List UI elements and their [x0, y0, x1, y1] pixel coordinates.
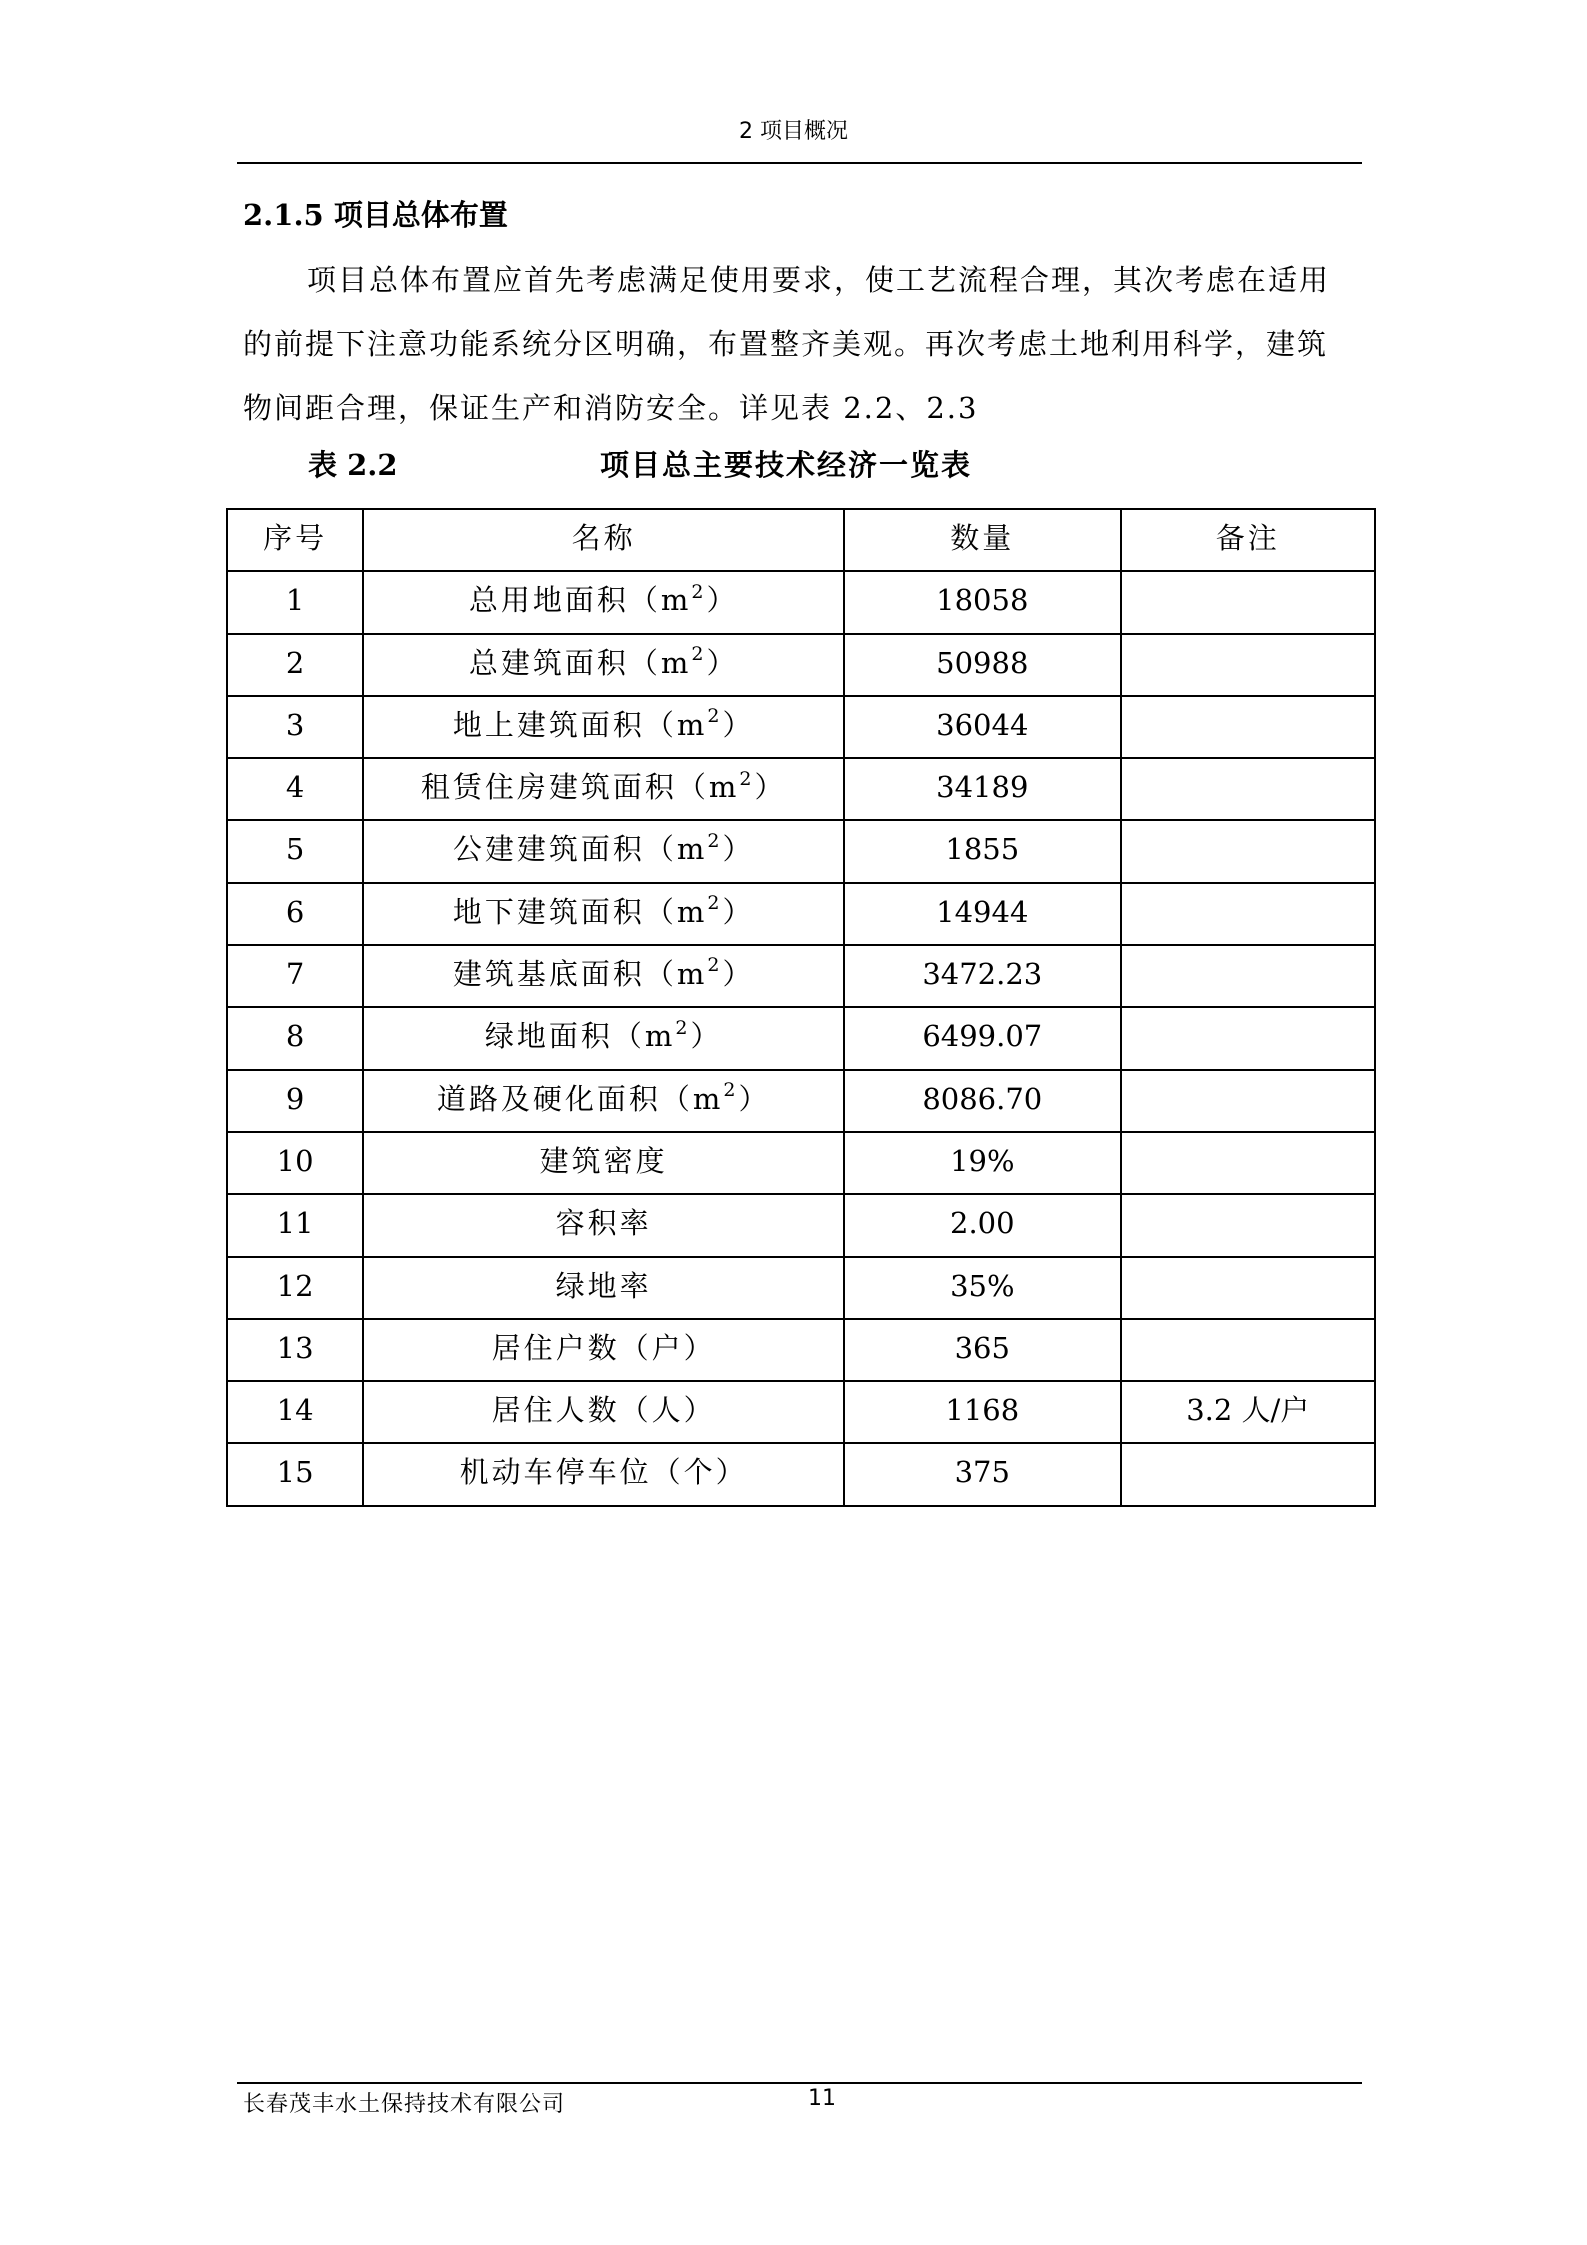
cell-no-text: 14: [276, 1393, 314, 1428]
cell-note: [1121, 883, 1375, 945]
cell-name-text: [556, 1195, 652, 1245]
cell-quantity: [844, 1132, 1120, 1194]
cell-quantity: [844, 1070, 1120, 1132]
cell-name: [363, 758, 844, 820]
cell-note: [1121, 1070, 1375, 1132]
cell-name: [363, 696, 844, 758]
cell-name-label: 居住户数（户）: [491, 1330, 716, 1365]
cell-name-text: [453, 946, 755, 996]
cell-quantity-text: 18058: [936, 583, 1029, 618]
cell-quantity: [844, 820, 1120, 882]
cell-quantity: [844, 1319, 1120, 1381]
cell-no-text: 6: [285, 894, 305, 929]
cell-name-close: ）: [690, 1019, 723, 1054]
cell-quantity: [844, 1381, 1120, 1443]
cell-name-label: 道路及硬化面积（m: [436, 1081, 724, 1116]
cell-name: [363, 634, 844, 696]
cell-no: [227, 1007, 363, 1069]
cell-quantity-text: 6499.07: [922, 1019, 1043, 1054]
cell-note: [1121, 1257, 1375, 1319]
cell-quantity-text: 375: [954, 1455, 1010, 1490]
cell-name: [363, 1070, 844, 1132]
cell-name-text: [421, 759, 787, 809]
cell-quantity-text: 19%: [950, 1143, 1015, 1178]
cell-name-label: 居住人数（人）: [491, 1393, 716, 1428]
table-row: [227, 634, 1375, 696]
cell-no-text: 8: [285, 1019, 305, 1054]
table-caption-title: 项目总主要技术经济一览表: [600, 448, 973, 482]
cell-no-text: 7: [285, 957, 305, 992]
cell-quantity-text: 34189: [936, 770, 1029, 805]
unit-superscript: 2: [739, 767, 755, 790]
cell-no-text: 3: [285, 707, 305, 742]
cell-name-close: ）: [706, 583, 739, 618]
cell-name: [363, 883, 844, 945]
unit-superscript: 2: [707, 892, 723, 915]
table-caption-number: 表 2.2: [308, 448, 398, 482]
cell-quantity: [844, 945, 1120, 1007]
cell-quantity: [844, 1007, 1120, 1069]
cell-name: [363, 1132, 844, 1194]
section-title: 2.1.5 项目总体布置: [243, 198, 508, 232]
cell-name: [363, 1381, 844, 1443]
cell-name-close: ）: [722, 957, 755, 992]
cell-name: [363, 1257, 844, 1319]
cell-no-text: 1: [285, 583, 305, 618]
cell-quantity-text: 2.00: [950, 1206, 1015, 1241]
cell-name-text: [437, 1071, 771, 1121]
cell-quantity-text: 3472.23: [922, 957, 1043, 992]
cell-no: [227, 1257, 363, 1319]
cell-name-label: 地下建筑面积（m: [452, 894, 708, 929]
cell-note: [1121, 1319, 1375, 1381]
cell-quantity-text: 8086.70: [922, 1081, 1043, 1116]
cell-no-text: 12: [276, 1268, 314, 1303]
table-row: [227, 1257, 1375, 1319]
cell-no-text: 9: [285, 1081, 305, 1116]
cell-name-text: [485, 1008, 723, 1058]
cell-name-close: ）: [722, 832, 755, 867]
cell-no-text: 11: [276, 1206, 314, 1241]
cell-no: [227, 1132, 363, 1194]
cell-name: [363, 1443, 844, 1505]
cell-no-text: 10: [276, 1143, 314, 1178]
footer-company: 长春茂丰水土保持技术有限公司: [243, 2092, 566, 2117]
table-row: [227, 1194, 1375, 1256]
header-note: [1121, 509, 1375, 571]
cell-name-close: ）: [706, 645, 739, 680]
cell-note: [1121, 571, 1375, 633]
header-name: [363, 509, 844, 571]
cell-note: [1121, 1443, 1375, 1505]
table-body: [227, 571, 1375, 1505]
cell-name-close: ）: [722, 707, 755, 742]
cell-note-text: 3.2 人/户: [1186, 1393, 1310, 1428]
cell-name-text: [556, 1258, 652, 1308]
unit-superscript: 2: [707, 705, 723, 728]
cell-no: [227, 758, 363, 820]
header-no: [227, 509, 363, 571]
header-quantity: [844, 509, 1120, 571]
cell-name-close: ）: [722, 894, 755, 929]
cell-name-label: 地上建筑面积（m: [452, 707, 708, 742]
cell-note: [1121, 758, 1375, 820]
cell-name-label: 建筑基底面积（m: [452, 957, 708, 992]
cell-note: [1121, 696, 1375, 758]
footer-divider: [237, 2082, 1362, 2084]
table-header-row: [227, 509, 1375, 571]
header-divider: [237, 162, 1362, 164]
cell-name-text: [469, 635, 739, 685]
table-row: [227, 820, 1375, 882]
cell-no: [227, 1381, 363, 1443]
table-row: [227, 945, 1375, 1007]
cell-name-text: [453, 697, 755, 747]
body-paragraph: 项目总体布置应首先考虑满足使用要求，使工艺流程合理，其次考虑在适用的前提下注意功能系统分区明确，布置整齐美观。再次考虑土地利用科学，建筑物间距合理，保证生产和消防安全。详见表 2.2、2.3: [243, 263, 1331, 425]
cell-note: [1121, 820, 1375, 882]
cell-name-text: [469, 572, 739, 622]
unit-superscript: 2: [723, 1079, 739, 1102]
table-row: [227, 1443, 1375, 1505]
cell-quantity-text: 50988: [936, 645, 1029, 680]
header-quantity-label: 数量: [950, 521, 1015, 555]
cell-quantity-text: 14944: [936, 894, 1029, 929]
cell-quantity: [844, 1443, 1120, 1505]
cell-no: [227, 1319, 363, 1381]
cell-name-label: 绿地率: [555, 1268, 652, 1303]
cell-note: [1121, 1007, 1375, 1069]
cell-quantity-text: 1855: [945, 832, 1020, 867]
header-no-label: 序号: [263, 521, 328, 555]
cell-note: [1121, 1194, 1375, 1256]
cell-no: [227, 634, 363, 696]
cell-name-close: ）: [754, 770, 787, 805]
technical-economic-table: [226, 508, 1376, 1507]
cell-name-text: [453, 821, 755, 871]
cell-no: [227, 820, 363, 882]
cell-note: [1121, 1381, 1375, 1443]
table-row: [227, 1007, 1375, 1069]
cell-quantity-text: 36044: [936, 707, 1029, 742]
page-number: 11: [808, 2086, 836, 2111]
cell-name-text: [540, 1133, 668, 1183]
cell-no-text: 15: [276, 1455, 314, 1490]
table-row: [227, 696, 1375, 758]
cell-no: [227, 1070, 363, 1132]
cell-note: [1121, 634, 1375, 696]
table-row: [227, 1070, 1375, 1132]
cell-name-label: 建筑密度: [539, 1143, 668, 1178]
cell-name-close: ）: [738, 1081, 771, 1116]
cell-name-label: 机动车停车位（个）: [459, 1455, 748, 1490]
cell-name: [363, 1319, 844, 1381]
cell-no: [227, 1194, 363, 1256]
cell-name: [363, 1007, 844, 1069]
running-header: 2 项目概况: [739, 119, 848, 144]
cell-name-label: 租赁住房建筑面积（m: [420, 770, 740, 805]
cell-quantity: [844, 1257, 1120, 1319]
cell-name: [363, 1194, 844, 1256]
header-note-label: 备注: [1215, 521, 1280, 555]
cell-name-label: 公建建筑面积（m: [452, 832, 708, 867]
cell-name-text: [453, 884, 755, 934]
unit-superscript: 2: [691, 580, 707, 603]
cell-no: [227, 571, 363, 633]
cell-name-label: 容积率: [555, 1206, 652, 1241]
cell-quantity: [844, 883, 1120, 945]
table-row: [227, 1381, 1375, 1443]
cell-name: [363, 945, 844, 1007]
header-name-label: 名称: [571, 521, 636, 555]
cell-name-label: 总建筑面积（m: [468, 645, 692, 680]
cell-name-text: [460, 1444, 748, 1494]
cell-quantity-text: 1168: [945, 1393, 1020, 1428]
cell-no: [227, 1443, 363, 1505]
cell-name-label: 总用地面积（m: [468, 583, 692, 618]
table-row: [227, 883, 1375, 945]
cell-no: [227, 883, 363, 945]
table-row: [227, 758, 1375, 820]
cell-no-text: 13: [276, 1330, 314, 1365]
unit-superscript: 2: [675, 1016, 691, 1039]
cell-quantity: [844, 634, 1120, 696]
cell-no-text: 4: [285, 770, 305, 805]
cell-quantity: [844, 696, 1120, 758]
cell-no: [227, 696, 363, 758]
unit-superscript: 2: [707, 829, 723, 852]
cell-no-text: 5: [285, 832, 305, 867]
table-caption: [243, 443, 1353, 483]
cell-quantity-text: 35%: [950, 1268, 1015, 1303]
cell-name-text: [492, 1320, 716, 1370]
cell-name: [363, 820, 844, 882]
cell-quantity: [844, 571, 1120, 633]
table-row: [227, 1132, 1375, 1194]
cell-no: [227, 945, 363, 1007]
unit-superscript: 2: [707, 954, 723, 977]
cell-name-text: [492, 1382, 716, 1432]
cell-quantity: [844, 1194, 1120, 1256]
cell-quantity: [844, 758, 1120, 820]
cell-name: [363, 571, 844, 633]
unit-superscript: 2: [691, 642, 707, 665]
table-row: [227, 1319, 1375, 1381]
cell-note: [1121, 945, 1375, 1007]
table-row: [227, 571, 1375, 633]
cell-name-label: 绿地面积（m: [484, 1019, 676, 1054]
cell-note: [1121, 1132, 1375, 1194]
cell-quantity-text: 365: [954, 1330, 1010, 1365]
cell-no-text: 2: [285, 645, 305, 680]
